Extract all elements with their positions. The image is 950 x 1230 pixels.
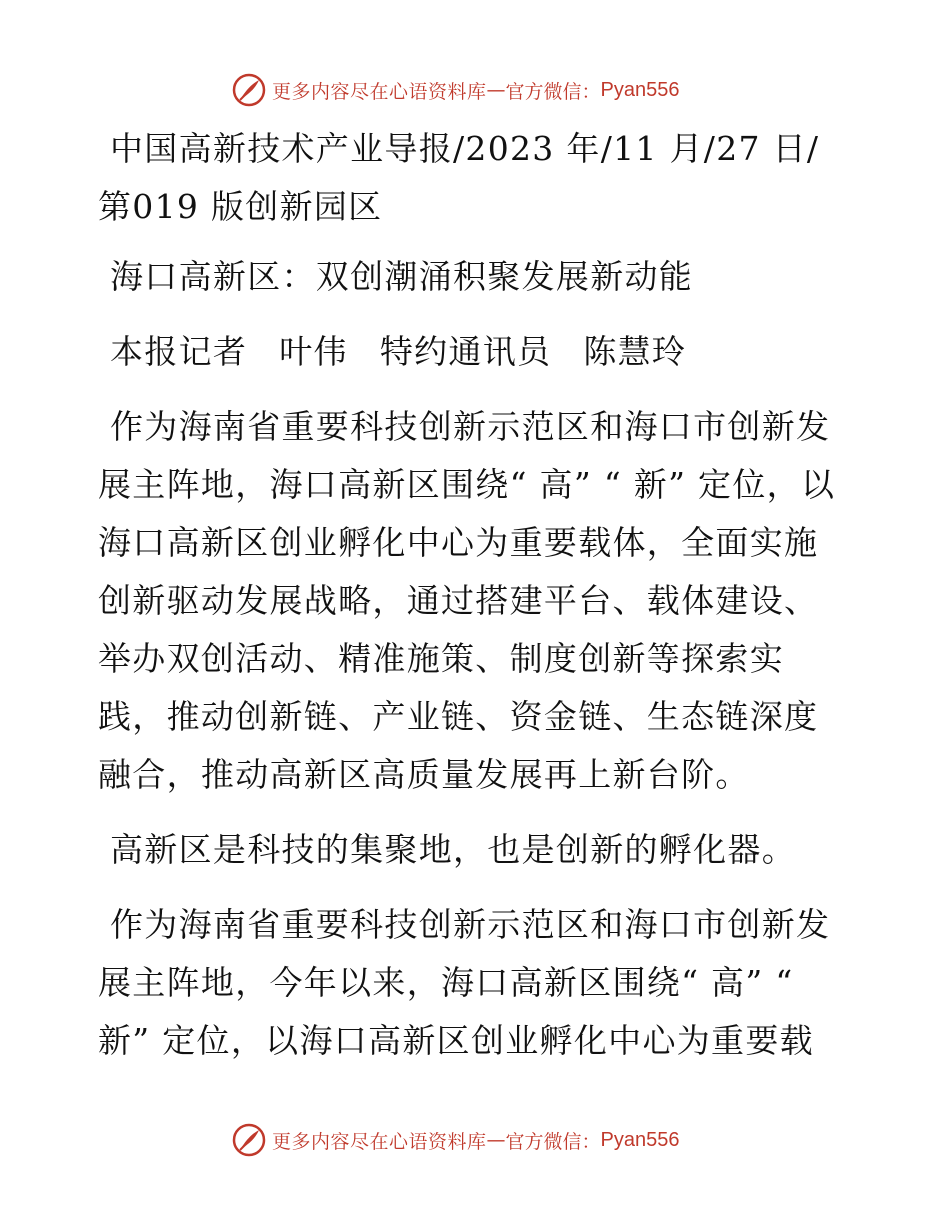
paragraph-1: 作为海南省重要科技创新示范区和海口市创新发展主阵地，海口高新区围绕“ 高” “ 新” 定位，以海口高新区创业孵化中心为重要载体，全面实施创新驱动发展战略，通过搭建平台、载体建设、举办双创活动、精准施策、制度创新等探索实践，推动创新链、产业链、资金链、生态链深度融合，推动高新区高质量发展再上新台阶。: [98, 407, 836, 794]
watermark-separator: —: [486, 79, 506, 101]
correspondent-role: 特约通讯员: [379, 332, 552, 371]
article-body: [98, 120, 850, 1087]
headline: 海口高新区：双创潮涌积聚发展新动能: [110, 257, 694, 296]
byline: [98, 323, 850, 381]
header-watermark: [232, 72, 680, 108]
reporter-role: 本报记者: [110, 332, 248, 371]
watermark-wechat-id: Pyan556: [600, 1128, 680, 1151]
footer-watermark: [232, 1122, 680, 1158]
quill-logo-icon: [232, 73, 266, 107]
watermark-official-label: 官方微信：: [505, 80, 601, 103]
watermark-wechat-id: Pyan556: [600, 78, 680, 101]
watermark-text: 更多内容尽在心语资料库: [272, 1130, 487, 1153]
watermark-separator: —: [486, 1129, 506, 1151]
source-line: 中国高新技术产业导报/2023 年/11 月/27 日/第019 版创新园区: [98, 129, 820, 226]
reporter-name: 叶伟: [279, 332, 348, 371]
paragraph-2: 高新区是科技的集聚地，也是创新的孵化器。: [110, 830, 796, 869]
watermark-text: 更多内容尽在心语资料库: [272, 80, 487, 103]
quill-logo-icon: [232, 1123, 266, 1157]
correspondent-name: 陈慧玲: [583, 332, 687, 371]
paragraph-3: 作为海南省重要科技创新示范区和海口市创新发展主阵地，今年以来，海口高新区围绕“ 高” “ 新” 定位，以海口高新区创业孵化中心为重要载: [98, 905, 831, 1060]
watermark-official-label: 官方微信：: [505, 1130, 601, 1153]
